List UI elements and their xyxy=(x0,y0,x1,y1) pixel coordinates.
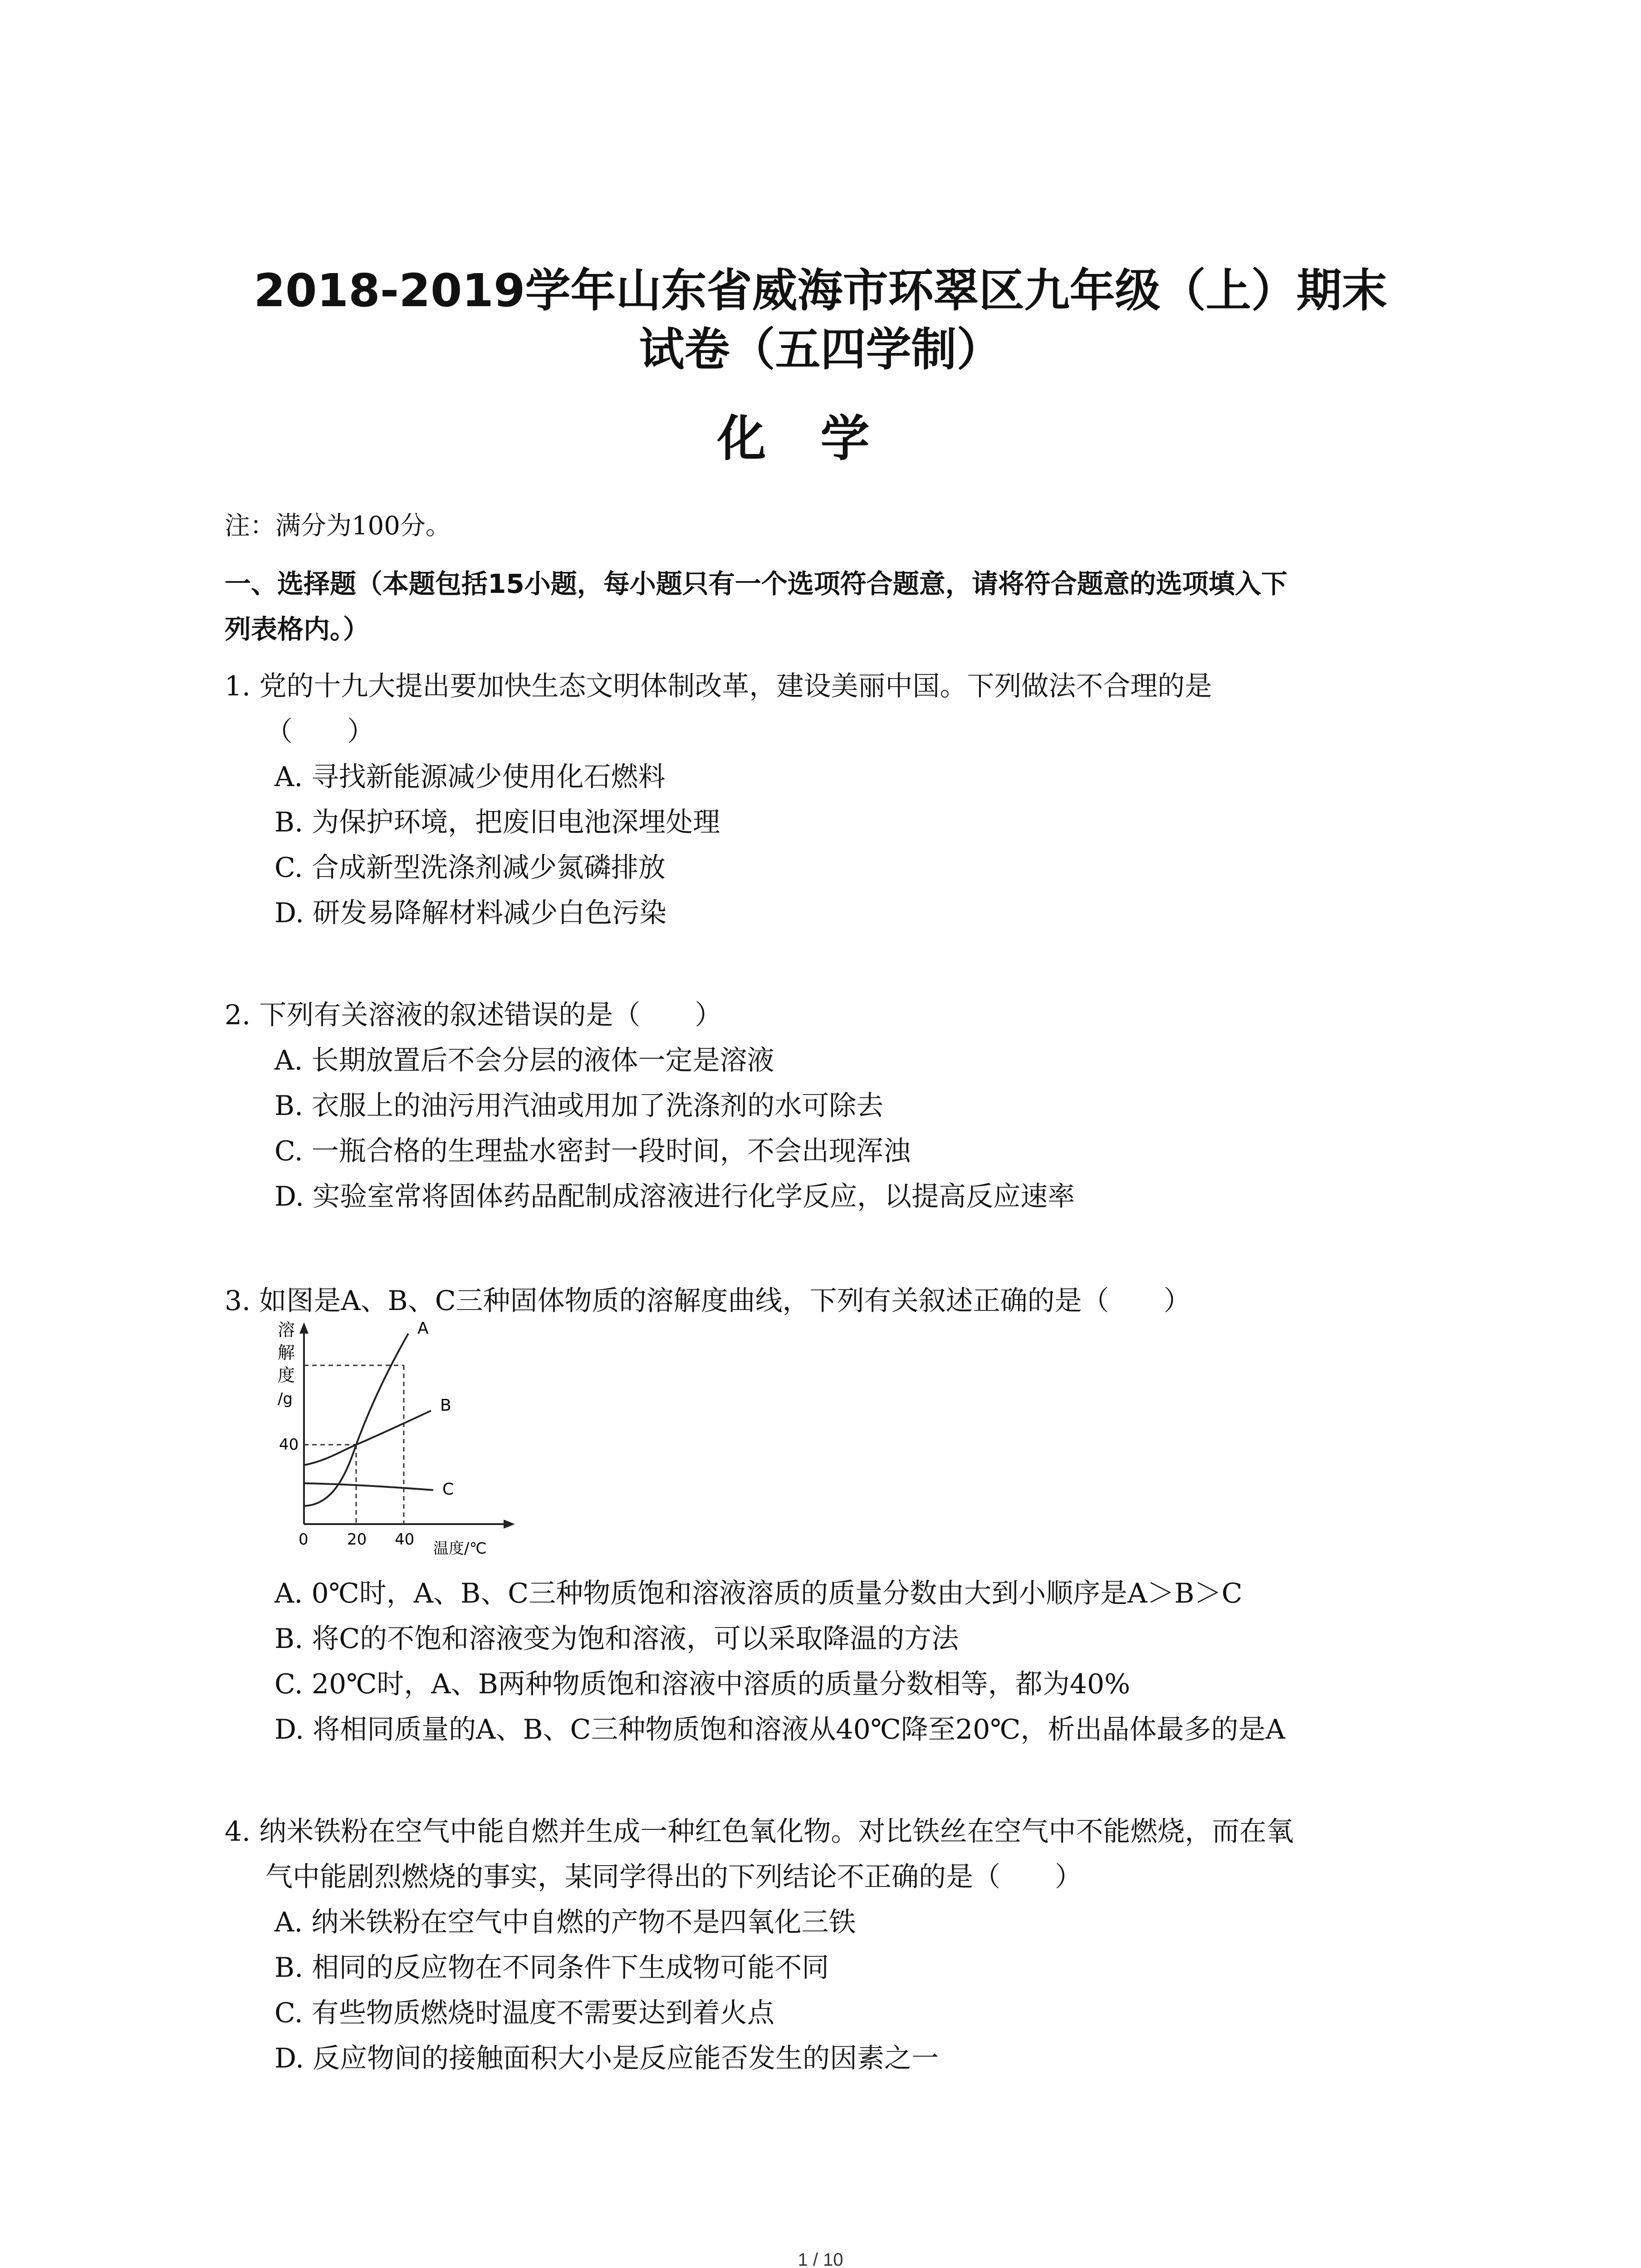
question-3-option-b: B. 将C的不饱和溶液变为饱和溶液，可以采取降温的方法 xyxy=(274,1623,959,1655)
question-2-option-a: A. 长期放置后不会分层的液体一定是溶液 xyxy=(274,1045,774,1076)
question-1-stem: 1. 党的十九大提出要加快生态文明体制改革，建设美丽中国。下列做法不合理的是 xyxy=(225,670,1212,702)
question-2-option-b: B. 衣服上的油污用汽油或用加了洗涤剂的水可除去 xyxy=(274,1090,884,1122)
y-axis-label-char-1: 溶 xyxy=(278,1320,295,1340)
y-axis-arrow xyxy=(299,1322,309,1334)
question-3-stem: 3. 如图是A、B、C三种固体物质的溶解度曲线，下列有关叙述正确的是（ ） xyxy=(225,1285,1191,1317)
exam-title-line1: 2018-2019学年山东省威海市环翠区九年级（上）期末 xyxy=(254,264,1387,317)
x-tick-0: 0 xyxy=(299,1530,309,1549)
question-2-option-c: C. 一瓶合格的生理盐水密封一段时间，不会出现浑浊 xyxy=(274,1135,911,1167)
question-1-option-a: A. 寻找新能源减少使用化石燃料 xyxy=(274,761,666,793)
question-3-option-d: D. 将相同质量的A、B、C三种物质饱和溶液从40℃降至20℃，析出晶体最多的是A xyxy=(274,1714,1285,1745)
question-1-option-c: C. 合成新型洗涤剂减少氮磷排放 xyxy=(274,852,666,884)
section-heading-line2: 列表格内。） xyxy=(225,614,370,645)
y-axis-label-char-2: 解 xyxy=(278,1343,295,1363)
solubility-curve-figure xyxy=(259,1315,522,1560)
question-1-option-b: B. 为保护环境，把废旧电池深埋处理 xyxy=(274,807,720,838)
subject-title: 化学 xyxy=(717,411,924,467)
exam-title-line2: 试卷（五四学制） xyxy=(639,323,1002,376)
question-1-option-d: D. 研发易降解材料减少白色污染 xyxy=(274,897,667,929)
x-axis-arrow xyxy=(504,1520,515,1529)
question-4-stem: 4. 纳米铁粉在空气中能自燃并生成一种红色氧化物。对比铁丝在空气中不能燃烧，而在氧 xyxy=(225,1816,1294,1848)
curve-c-label: C xyxy=(442,1480,454,1499)
curve-b-label: B xyxy=(440,1396,451,1415)
question-4-option-b: B. 相同的反应物在不同条件下生成物可能不同 xyxy=(274,1952,829,1984)
question-1-stem-cont: （ ） xyxy=(265,716,374,748)
question-4-option-a: A. 纳米铁粉在空气中自燃的产物不是四氧化三铁 xyxy=(274,1906,856,1938)
curve-c xyxy=(304,1483,433,1490)
x-tick-40: 40 xyxy=(395,1530,415,1549)
x-axis-label: 温度/℃ xyxy=(433,1540,487,1558)
question-3-option-a: A. 0℃时，A、B、C三种物质饱和溶液溶质的质量分数由大到小顺序是A＞B＞C xyxy=(274,1578,1243,1609)
question-4-stem-cont: 气中能剧烈燃烧的事实，某同学得出的下列结论不正确的是（ ） xyxy=(265,1861,1082,1893)
question-2-option-d: D. 实验室常将固体药品配制成溶液进行化学反应，以提高反应速率 xyxy=(274,1181,1075,1212)
x-tick-20: 20 xyxy=(347,1530,367,1549)
question-4-option-d: D. 反应物间的接触面积大小是反应能否发生的因素之一 xyxy=(274,2043,939,2074)
question-4-option-c: C. 有些物质燃烧时温度不需要达到着火点 xyxy=(274,1997,774,2029)
y-tick-40: 40 xyxy=(279,1436,299,1454)
page-number: 1 / 10 xyxy=(798,2250,843,2268)
score-note: 注：满分为100分。 xyxy=(225,511,451,541)
question-3-option-c: C. 20℃时，A、B两种物质饱和溶液中溶质的质量分数相等，都为40% xyxy=(274,1668,1131,1700)
question-2-stem: 2. 下列有关溶液的叙述错误的是（ ） xyxy=(225,999,722,1031)
section-heading-line1: 一、选择题（本题包括15小题，每小题只有一个选项符合题意，请将符合题意的选项填入下 xyxy=(225,568,1288,599)
y-axis-label-char-4: /g xyxy=(278,1390,293,1408)
y-axis-label-char-3: 度 xyxy=(278,1365,295,1385)
curve-a-label: A xyxy=(417,1319,429,1338)
curve-b xyxy=(304,1411,431,1465)
